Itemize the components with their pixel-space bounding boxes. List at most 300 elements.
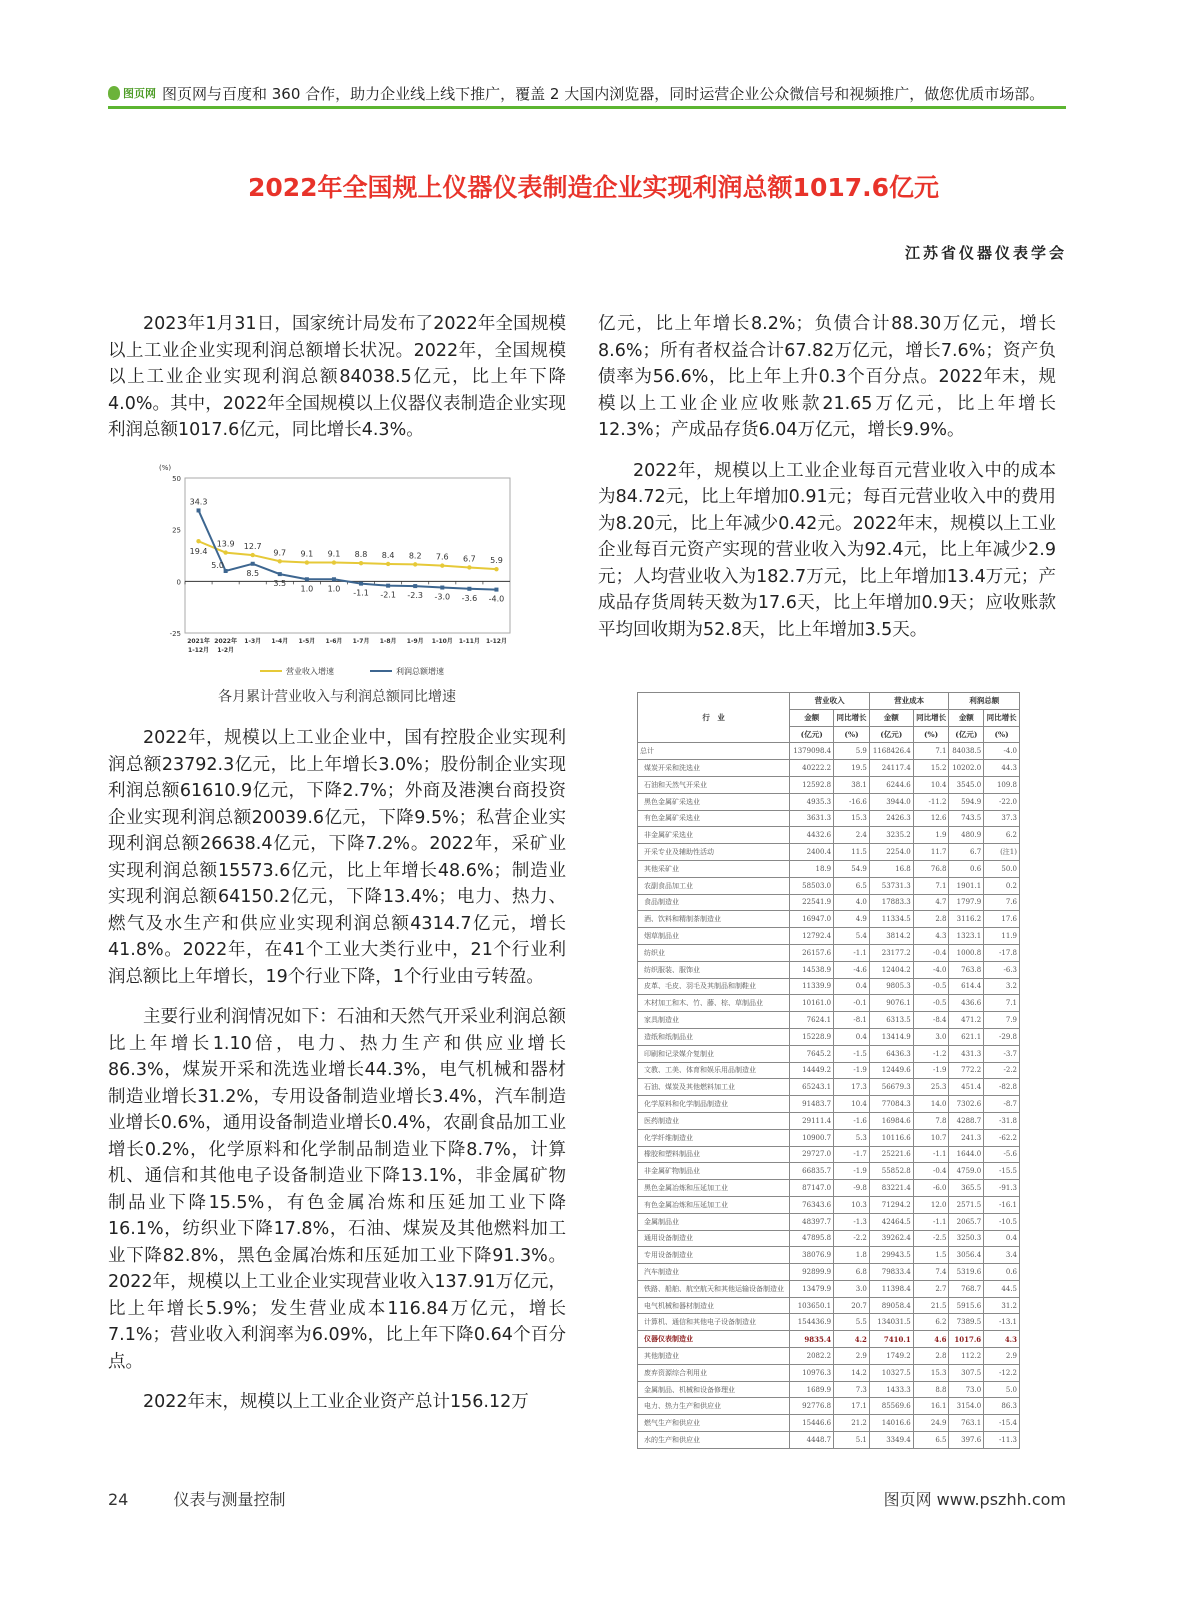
site-logo[interactable] xyxy=(108,85,156,101)
data-label: 6.7 xyxy=(463,554,476,564)
x-tick-label: 1-10月 xyxy=(431,638,453,645)
table-row xyxy=(638,961,1020,978)
data-label: 12.7 xyxy=(243,542,262,552)
cell-profit-yoy: 2.9 xyxy=(984,1348,1020,1365)
data-point xyxy=(413,584,417,588)
cell-profit-yoy: -13.1 xyxy=(984,1314,1020,1331)
cell-cost: 13414.9 xyxy=(869,1028,913,1045)
cell-profit: 3250.3 xyxy=(949,1230,984,1247)
table-row xyxy=(638,911,1020,928)
cell-rev-yoy: 4.9 xyxy=(834,911,870,928)
paragraph: 2022年，规模以上工业企业每百元营业收入中的成本为84.72元，比上年增加0.91元；每百元营业收入中的费用为8.20元，比上年减少0.42元。2022年末，规模以上工业企业每百元资产实现的营业收入为92.4元，比上年减少2.9元；人均营业收入为182.7万元，比上年增加13.4万元；产成品存货周转天数为17.6天，比上年增加0.9天；应收账款平均回收期为52.8天，比上年增加3.5天。 xyxy=(598,460,1056,640)
cell-rev-yoy: 21.2 xyxy=(834,1415,870,1432)
industry-name: 医药制造业 xyxy=(638,1112,790,1129)
paragraph: 2023年1月31日，国家统计局发布了2022年全国规模以上工业企业实现利润总额增长状况。2022年，全国规模以上工业企业实现利润总额84038.5亿元，比上年下降4.0%。其中，2022年全国规模以上仪器仪表制造企业实现利润总额1017.6亿元，同比增长4.3%。 xyxy=(108,314,566,440)
col-group-cost: 营业成本 xyxy=(869,693,949,710)
table-row xyxy=(638,1213,1020,1230)
industry-name: 其他采矿业 xyxy=(638,860,790,877)
cell-cost-yoy: 10.4 xyxy=(913,776,949,793)
cell-profit: 6.7 xyxy=(949,844,984,861)
cell-profit: 471.2 xyxy=(949,1012,984,1029)
cell-cost: 89058.4 xyxy=(869,1297,913,1314)
y-tick-label: 25 xyxy=(172,526,181,535)
industry-name: 燃气生产和供应业 xyxy=(638,1415,790,1432)
cell-cost-yoy: 15.2 xyxy=(913,760,949,777)
cell-rev: 47895.8 xyxy=(790,1230,834,1247)
data-label: 3.5 xyxy=(273,579,287,589)
cell-rev: 13479.9 xyxy=(790,1280,834,1297)
cell-cost-yoy: 24.9 xyxy=(913,1415,949,1432)
cell-profit: 5915.6 xyxy=(949,1297,984,1314)
cell-rev-yoy: 6.5 xyxy=(834,877,870,894)
cell-cost: 79833.4 xyxy=(869,1264,913,1281)
cell-cost-yoy: 2.8 xyxy=(913,911,949,928)
table-row xyxy=(638,1163,1020,1180)
cell-profit: 5319.6 xyxy=(949,1264,984,1281)
cell-rev-yoy: 1.8 xyxy=(834,1247,870,1264)
cell-cost: 12404.2 xyxy=(869,961,913,978)
cell-rev: 12592.8 xyxy=(790,776,834,793)
table-row xyxy=(638,1314,1020,1331)
industry-table xyxy=(637,692,1020,1449)
cell-cost-yoy: -1.9 xyxy=(913,1062,949,1079)
industry-name: 有色金属矿采选业 xyxy=(638,810,790,827)
industry-name: 纺织服装、服饰业 xyxy=(638,961,790,978)
x-tick-label: 1-6月 xyxy=(325,638,343,645)
industry-name: 黑色金属冶炼和压延加工业 xyxy=(638,1180,790,1197)
industry-name: 总计 xyxy=(638,743,790,760)
page-footer xyxy=(108,1487,1066,1510)
table-row xyxy=(638,978,1020,995)
table-row xyxy=(638,827,1020,844)
cell-profit: 2571.5 xyxy=(949,1196,984,1213)
data-point xyxy=(467,565,471,569)
article-title: 2022年全国规上仪器仪表制造企业实现利润总额1017.6亿元 xyxy=(247,173,940,202)
cell-rev: 66835.7 xyxy=(790,1163,834,1180)
cell-cost-yoy: -1.1 xyxy=(913,1146,949,1163)
cell-rev: 65243.1 xyxy=(790,1079,834,1096)
cell-cost: 11398.4 xyxy=(869,1280,913,1297)
cell-profit-yoy: 44.5 xyxy=(984,1280,1020,1297)
cell-rev: 2082.2 xyxy=(790,1348,834,1365)
cell-cost-yoy: 4.7 xyxy=(913,894,949,911)
cell-rev-yoy: 2.9 xyxy=(834,1348,870,1365)
cell-rev-yoy: 0.4 xyxy=(834,978,870,995)
cell-rev: 10161.0 xyxy=(790,995,834,1012)
cell-profit-yoy: 109.8 xyxy=(984,776,1020,793)
cell-rev: 154436.9 xyxy=(790,1314,834,1331)
cell-cost-yoy: -0.4 xyxy=(913,944,949,961)
cell-profit-yoy: 3.2 xyxy=(984,978,1020,995)
data-point xyxy=(386,562,390,566)
data-label: -1.1 xyxy=(353,588,369,598)
cell-profit-yoy: -11.3 xyxy=(984,1432,1020,1449)
cell-rev-yoy: 5.3 xyxy=(834,1129,870,1146)
cell-cost-yoy: 11.7 xyxy=(913,844,949,861)
cell-rev-yoy: -1.3 xyxy=(834,1213,870,1230)
cell-rev-yoy: -1.6 xyxy=(834,1112,870,1129)
industry-name: 文教、工美、体育和娱乐用品制造业 xyxy=(638,1062,790,1079)
table-row xyxy=(638,1264,1020,1281)
cell-cost: 25221.6 xyxy=(869,1146,913,1163)
industry-name: 金属制品业 xyxy=(638,1213,790,1230)
industry-name: 汽车制造业 xyxy=(638,1264,790,1281)
table-row xyxy=(638,928,1020,945)
cell-cost-yoy: 15.3 xyxy=(913,1364,949,1381)
industry-name: 开采专业及辅助性活动 xyxy=(638,844,790,861)
cell-cost: 10327.5 xyxy=(869,1364,913,1381)
cell-cost-yoy: 12.0 xyxy=(913,1196,949,1213)
industry-name: 通用设备制造业 xyxy=(638,1230,790,1247)
cell-rev-yoy: 17.3 xyxy=(834,1079,870,1096)
industry-name: 黑色金属矿采选业 xyxy=(638,793,790,810)
magazine-name: 仪表与测量控制 xyxy=(173,1490,286,1509)
cell-rev: 29727.0 xyxy=(790,1146,834,1163)
x-tick-label: 1-12月 xyxy=(188,647,210,654)
cell-rev-yoy: -0.1 xyxy=(834,995,870,1012)
cell-rev-yoy: 15.3 xyxy=(834,810,870,827)
industry-name: 石油和天然气开采业 xyxy=(638,776,790,793)
table-row xyxy=(638,1196,1020,1213)
data-point xyxy=(223,550,227,554)
table-row xyxy=(638,1364,1020,1381)
data-point xyxy=(251,553,255,557)
data-point xyxy=(196,539,200,543)
cell-cost: 24117.4 xyxy=(869,760,913,777)
cell-cost-yoy: 7.1 xyxy=(913,743,949,760)
cell-rev: 22541.9 xyxy=(790,894,834,911)
industry-name: 皮革、毛皮、羽毛及其制品和制鞋业 xyxy=(638,978,790,995)
cell-profit-yoy: 4.3 xyxy=(984,1331,1020,1348)
cell-profit-yoy: 31.2 xyxy=(984,1297,1020,1314)
table-row xyxy=(638,1280,1020,1297)
cell-profit-yoy: 7.1 xyxy=(984,995,1020,1012)
cell-rev-yoy: 19.5 xyxy=(834,760,870,777)
cell-rev-yoy: -2.2 xyxy=(834,1230,870,1247)
cell-profit-yoy: (注1) xyxy=(984,844,1020,861)
cell-cost-yoy: -1.1 xyxy=(913,1213,949,1230)
cell-cost: 14016.6 xyxy=(869,1415,913,1432)
x-tick-label: 2022年 xyxy=(214,638,237,645)
x-tick-label: 1-4月 xyxy=(271,638,289,645)
cell-rev: 2400.4 xyxy=(790,844,834,861)
cell-rev: 11339.9 xyxy=(790,978,834,995)
cell-profit: 743.5 xyxy=(949,810,984,827)
cell-profit: 3545.0 xyxy=(949,776,984,793)
cell-rev-yoy: 7.3 xyxy=(834,1381,870,1398)
cell-rev-yoy: 3.0 xyxy=(834,1280,870,1297)
cell-cost: 23177.2 xyxy=(869,944,913,961)
cell-cost-yoy: 14.0 xyxy=(913,1096,949,1113)
table-row xyxy=(638,1297,1020,1314)
cell-profit: 84038.5 xyxy=(949,743,984,760)
cell-cost: 3814.2 xyxy=(869,928,913,945)
cell-profit-yoy: -17.8 xyxy=(984,944,1020,961)
industry-name: 酒、饮料和精制茶制造业 xyxy=(638,911,790,928)
industry-name: 化学纤维制造业 xyxy=(638,1129,790,1146)
cell-rev: 1689.9 xyxy=(790,1381,834,1398)
industry-name: 石油、煤炭及其他燃料加工业 xyxy=(638,1079,790,1096)
cell-cost-yoy: 12.6 xyxy=(913,810,949,827)
cell-cost-yoy: -1.2 xyxy=(913,1045,949,1062)
cell-profit-yoy: 86.3 xyxy=(984,1398,1020,1415)
cell-rev: 12792.4 xyxy=(790,928,834,945)
col-group-profit: 利润总额 xyxy=(949,693,1020,710)
table-row xyxy=(638,1348,1020,1365)
cell-profit-yoy: -4.0 xyxy=(984,743,1020,760)
cell-cost-yoy: 7.4 xyxy=(913,1264,949,1281)
table-row xyxy=(638,1415,1020,1432)
cell-cost-yoy: 16.1 xyxy=(913,1398,949,1415)
cell-profit-yoy: 0.6 xyxy=(984,1264,1020,1281)
cell-cost-yoy: 10.7 xyxy=(913,1129,949,1146)
col-header-yoy: 同比增长 xyxy=(984,709,1020,726)
cell-cost-yoy: 6.5 xyxy=(913,1432,949,1449)
industry-name: 橡胶和塑料制品业 xyxy=(638,1146,790,1163)
cell-cost: 77084.3 xyxy=(869,1096,913,1113)
table-row xyxy=(638,760,1020,777)
cell-cost-yoy: 4.6 xyxy=(913,1331,949,1348)
cell-cost: 3944.0 xyxy=(869,793,913,810)
cell-rev: 48397.7 xyxy=(790,1213,834,1230)
data-label: -2.1 xyxy=(380,590,396,600)
chart-svg xyxy=(155,458,525,683)
page-number: 24 xyxy=(108,1490,129,1509)
cell-profit-yoy: 0.2 xyxy=(984,877,1020,894)
cell-cost-yoy: 1.5 xyxy=(913,1247,949,1264)
cell-profit: 112.2 xyxy=(949,1348,984,1365)
chart-caption: 各月累计营业收入与利润总额同比增速 xyxy=(218,689,456,705)
x-tick-label: 1-9月 xyxy=(406,638,424,645)
industry-name: 纺织业 xyxy=(638,944,790,961)
cell-rev-yoy: 0.4 xyxy=(834,1028,870,1045)
cell-rev: 58503.0 xyxy=(790,877,834,894)
cell-profit: 594.9 xyxy=(949,793,984,810)
data-label: 8.8 xyxy=(354,550,368,560)
cell-profit: 7389.5 xyxy=(949,1314,984,1331)
cell-cost: 1749.2 xyxy=(869,1348,913,1365)
cell-cost: 9805.3 xyxy=(869,978,913,995)
cell-profit: 3116.2 xyxy=(949,911,984,928)
cell-rev: 4448.7 xyxy=(790,1432,834,1449)
cell-rev-yoy: -1.9 xyxy=(834,1163,870,1180)
cell-rev-yoy: 4.2 xyxy=(834,1331,870,1348)
industry-name: 水的生产和供应业 xyxy=(638,1432,790,1449)
x-tick-label: 1-7月 xyxy=(352,638,370,645)
data-point xyxy=(251,562,255,566)
table-row xyxy=(638,1180,1020,1197)
cell-profit-yoy: 11.9 xyxy=(984,928,1020,945)
cell-rev-yoy: 14.2 xyxy=(834,1364,870,1381)
data-label: -3.0 xyxy=(434,592,451,602)
cell-rev-yoy: 4.0 xyxy=(834,894,870,911)
cell-cost: 2426.3 xyxy=(869,810,913,827)
cell-rev-yoy: 11.5 xyxy=(834,844,870,861)
data-point xyxy=(278,559,282,563)
cell-profit-yoy: -16.1 xyxy=(984,1196,1020,1213)
col-group-revenue: 营业收入 xyxy=(790,693,870,710)
cell-rev: 87147.0 xyxy=(790,1180,834,1197)
cell-rev: 10900.7 xyxy=(790,1129,834,1146)
cell-rev: 14538.9 xyxy=(790,961,834,978)
industry-name: 金属制品、机械和设备修理业 xyxy=(638,1381,790,1398)
cell-profit-yoy: -62.2 xyxy=(984,1129,1020,1146)
cell-cost-yoy: -2.5 xyxy=(913,1230,949,1247)
cell-profit: 621.1 xyxy=(949,1028,984,1045)
right-column xyxy=(598,311,1056,657)
data-label: -3.6 xyxy=(461,593,478,603)
cell-rev: 15228.9 xyxy=(790,1028,834,1045)
cell-profit-yoy: 3.4 xyxy=(984,1247,1020,1264)
col-header-yoy: 同比增长 xyxy=(834,709,870,726)
x-tick-label: 1-5月 xyxy=(298,638,316,645)
industry-name: 造纸和纸制品业 xyxy=(638,1028,790,1045)
cell-profit: 1017.6 xyxy=(949,1331,984,1348)
cell-profit: 1797.9 xyxy=(949,894,984,911)
cell-profit: 763.8 xyxy=(949,961,984,978)
top-banner xyxy=(108,80,1066,109)
cell-cost: 7410.1 xyxy=(869,1331,913,1348)
cell-rev: 18.9 xyxy=(790,860,834,877)
cell-rev: 26157.6 xyxy=(790,944,834,961)
cell-cost: 2254.0 xyxy=(869,844,913,861)
table-row xyxy=(638,1398,1020,1415)
industry-name: 仪器仪表制造业 xyxy=(638,1331,790,1348)
data-point xyxy=(359,561,363,565)
table-row xyxy=(638,877,1020,894)
table-row xyxy=(638,995,1020,1012)
cell-profit: 73.0 xyxy=(949,1381,984,1398)
data-label: 9.1 xyxy=(300,549,314,559)
table-row xyxy=(638,844,1020,861)
footer-site[interactable]: 图页网 www.pszhh.com xyxy=(883,1490,1066,1509)
cell-rev: 14449.2 xyxy=(790,1062,834,1079)
cell-profit-yoy: -8.7 xyxy=(984,1096,1020,1113)
data-point xyxy=(197,508,201,512)
cell-cost: 134031.5 xyxy=(869,1314,913,1331)
cell-cost: 56679.3 xyxy=(869,1079,913,1096)
cell-profit-yoy: 7.9 xyxy=(984,1012,1020,1029)
industry-name: 有色金属冶炼和压延加工业 xyxy=(638,1196,790,1213)
cell-cost-yoy: 7.1 xyxy=(913,877,949,894)
table-row xyxy=(638,1247,1020,1264)
paragraph: 2022年，规模以上工业企业中，国有控股企业实现利润总额23792.3亿元，比上年增长3.0%；股份制企业实现利润总额61610.9亿元，下降2.7%；外商及港澳台商投资企业实现利润总额20039.6亿元，下降9.5%；私营企业实现利润总额26638.4亿元，下降7.2%。2022年，采矿业实现利润总额15573.6亿元，比上年增长48.6%；制造业实现利润总额64150.2亿元，下降13.4%；电力、热力、燃气及水生产和供应业实现利润总额4314.7亿元，增长41.8%。2022年，在41个工业大类行业中，21个行业利润总额比上年增长，19个行业下降，1个行业由亏转盈。 xyxy=(108,728,566,987)
data-label: 5.0 xyxy=(211,561,224,570)
cell-cost-yoy: 25.3 xyxy=(913,1079,949,1096)
cell-profit: 3154.0 xyxy=(949,1398,984,1415)
data-label: 8.2 xyxy=(408,551,422,561)
cell-cost: 1168426.4 xyxy=(869,743,913,760)
cell-rev: 4432.6 xyxy=(790,827,834,844)
paragraph: 亿元，比上年增长8.2%；负债合计88.30万亿元，增长8.6%；所有者权益合计67.82万亿元，增长7.6%；资产负债率为56.6%，比上年上升0.3个百分点。2022年末，规模以上工业企业应收账款21.65万亿元，比上年增长12.3%；产成品存货6.04万亿元，增长9.9%。 xyxy=(598,314,1056,440)
data-point xyxy=(305,560,309,564)
unit-yoy: (%) xyxy=(834,726,870,743)
col-header-amount: 金额 xyxy=(790,709,834,726)
cell-profit-yoy: -15.4 xyxy=(984,1415,1020,1432)
data-point xyxy=(278,572,282,576)
cell-rev: 40222.2 xyxy=(790,760,834,777)
cell-rev-yoy: 38.1 xyxy=(834,776,870,793)
cell-profit: 4759.0 xyxy=(949,1163,984,1180)
paragraph: 主要行业利润情况如下：石油和天然气开采业利润总额比上年增长1.10倍，电力、热力生产和供应业增长86.3%，煤炭开采和洗选业增长44.3%，电气机械和器材制造业增长31.2%，专用设备制造业增长3.4%，汽车制造业增长0.6%，通用设备制造业增长0.4%，农副食品加工业增长0.2%，化学原料和化学制品制造业下降8.7%，计算机、通信和其他电子设备制造业下降13.1%，非金属矿物制品业下降15.5%，有色金属冶炼和压延加工业下降16.1%，纺织业下降17.8%，石油、煤炭及其他燃料加工业下降82.8%，黑色金属冶炼和压延加工业下降91.3%。2022年，规模以上工业企业实现营业收入137.91万亿元，比上年增长5.9%；发生营业成本116.84万亿元，增长7.1%；营业收入利润率为6.09%，比上年下降0.64个百分点。 xyxy=(108,1007,566,1372)
data-label: 5.9 xyxy=(490,556,503,566)
cell-cost-yoy: -4.0 xyxy=(913,961,949,978)
data-point xyxy=(440,586,444,590)
industry-name: 食品制造业 xyxy=(638,894,790,911)
cell-rev-yoy: 5.1 xyxy=(834,1432,870,1449)
cell-profit-yoy: -31.8 xyxy=(984,1112,1020,1129)
table-row xyxy=(638,1230,1020,1247)
table-row xyxy=(638,1045,1020,1062)
cell-rev-yoy: 5.5 xyxy=(834,1314,870,1331)
cell-cost-yoy: 7.8 xyxy=(913,1112,949,1129)
industry-name: 化学原料和化学制品制造业 xyxy=(638,1096,790,1113)
data-label: 8.5 xyxy=(246,568,260,578)
cell-rev: 15446.6 xyxy=(790,1415,834,1432)
industry-name: 烟草制品业 xyxy=(638,928,790,945)
y-axis-label: (%) xyxy=(159,464,172,472)
data-point xyxy=(494,588,498,592)
cell-profit-yoy: -2.2 xyxy=(984,1062,1020,1079)
cell-profit-yoy: -82.8 xyxy=(984,1079,1020,1096)
cell-profit: 480.9 xyxy=(949,827,984,844)
table-row xyxy=(638,1432,1020,1449)
cell-profit-yoy: -3.7 xyxy=(984,1045,1020,1062)
cell-profit-yoy: -22.0 xyxy=(984,793,1020,810)
cell-rev-yoy: 2.4 xyxy=(834,827,870,844)
cell-cost: 6244.6 xyxy=(869,776,913,793)
cell-profit: 3056.4 xyxy=(949,1247,984,1264)
cell-profit: 241.3 xyxy=(949,1129,984,1146)
industry-name: 电气机械和器材制造业 xyxy=(638,1297,790,1314)
cell-cost-yoy: 1.9 xyxy=(913,827,949,844)
cell-profit-yoy: -12.2 xyxy=(984,1364,1020,1381)
col-header-industry: 行 业 xyxy=(638,693,790,743)
cell-rev: 1379098.4 xyxy=(790,743,834,760)
legend-label: 营业收入增速 xyxy=(286,667,334,676)
cell-profit: 2065.7 xyxy=(949,1213,984,1230)
cell-cost-yoy: -0.5 xyxy=(913,995,949,1012)
cell-cost-yoy: 3.0 xyxy=(913,1028,949,1045)
cell-cost-yoy: 4.3 xyxy=(913,928,949,945)
col-header-amount: 金额 xyxy=(949,709,984,726)
cell-rev-yoy: -1.5 xyxy=(834,1045,870,1062)
cell-cost: 9076.1 xyxy=(869,995,913,1012)
cell-profit: 307.5 xyxy=(949,1364,984,1381)
cell-cost: 17883.3 xyxy=(869,894,913,911)
cell-rev-yoy: 54.9 xyxy=(834,860,870,877)
industry-name: 印刷和记录媒介复制业 xyxy=(638,1045,790,1062)
legend-label: 利润总额增速 xyxy=(396,667,444,676)
cell-profit-yoy: -15.5 xyxy=(984,1163,1020,1180)
left-column-bottom xyxy=(108,725,566,1430)
cell-cost: 12449.6 xyxy=(869,1062,913,1079)
y-tick-label: 50 xyxy=(172,475,181,483)
unit-yoy: (%) xyxy=(984,726,1020,743)
data-label: 34.3 xyxy=(189,497,208,507)
table-row xyxy=(638,1012,1020,1029)
data-point xyxy=(359,582,363,586)
paragraph: 2022年末，规模以上工业企业资产总计156.12万 xyxy=(143,1392,529,1412)
x-tick-label: 2021年 xyxy=(187,638,210,645)
data-point xyxy=(224,569,228,573)
cell-cost: 85569.6 xyxy=(869,1398,913,1415)
y-tick-label: -25 xyxy=(169,630,181,638)
cell-rev: 38076.9 xyxy=(790,1247,834,1264)
industry-name: 专用设备制造业 xyxy=(638,1247,790,1264)
cell-rev-yoy: 5.9 xyxy=(834,743,870,760)
table-row xyxy=(638,1096,1020,1113)
